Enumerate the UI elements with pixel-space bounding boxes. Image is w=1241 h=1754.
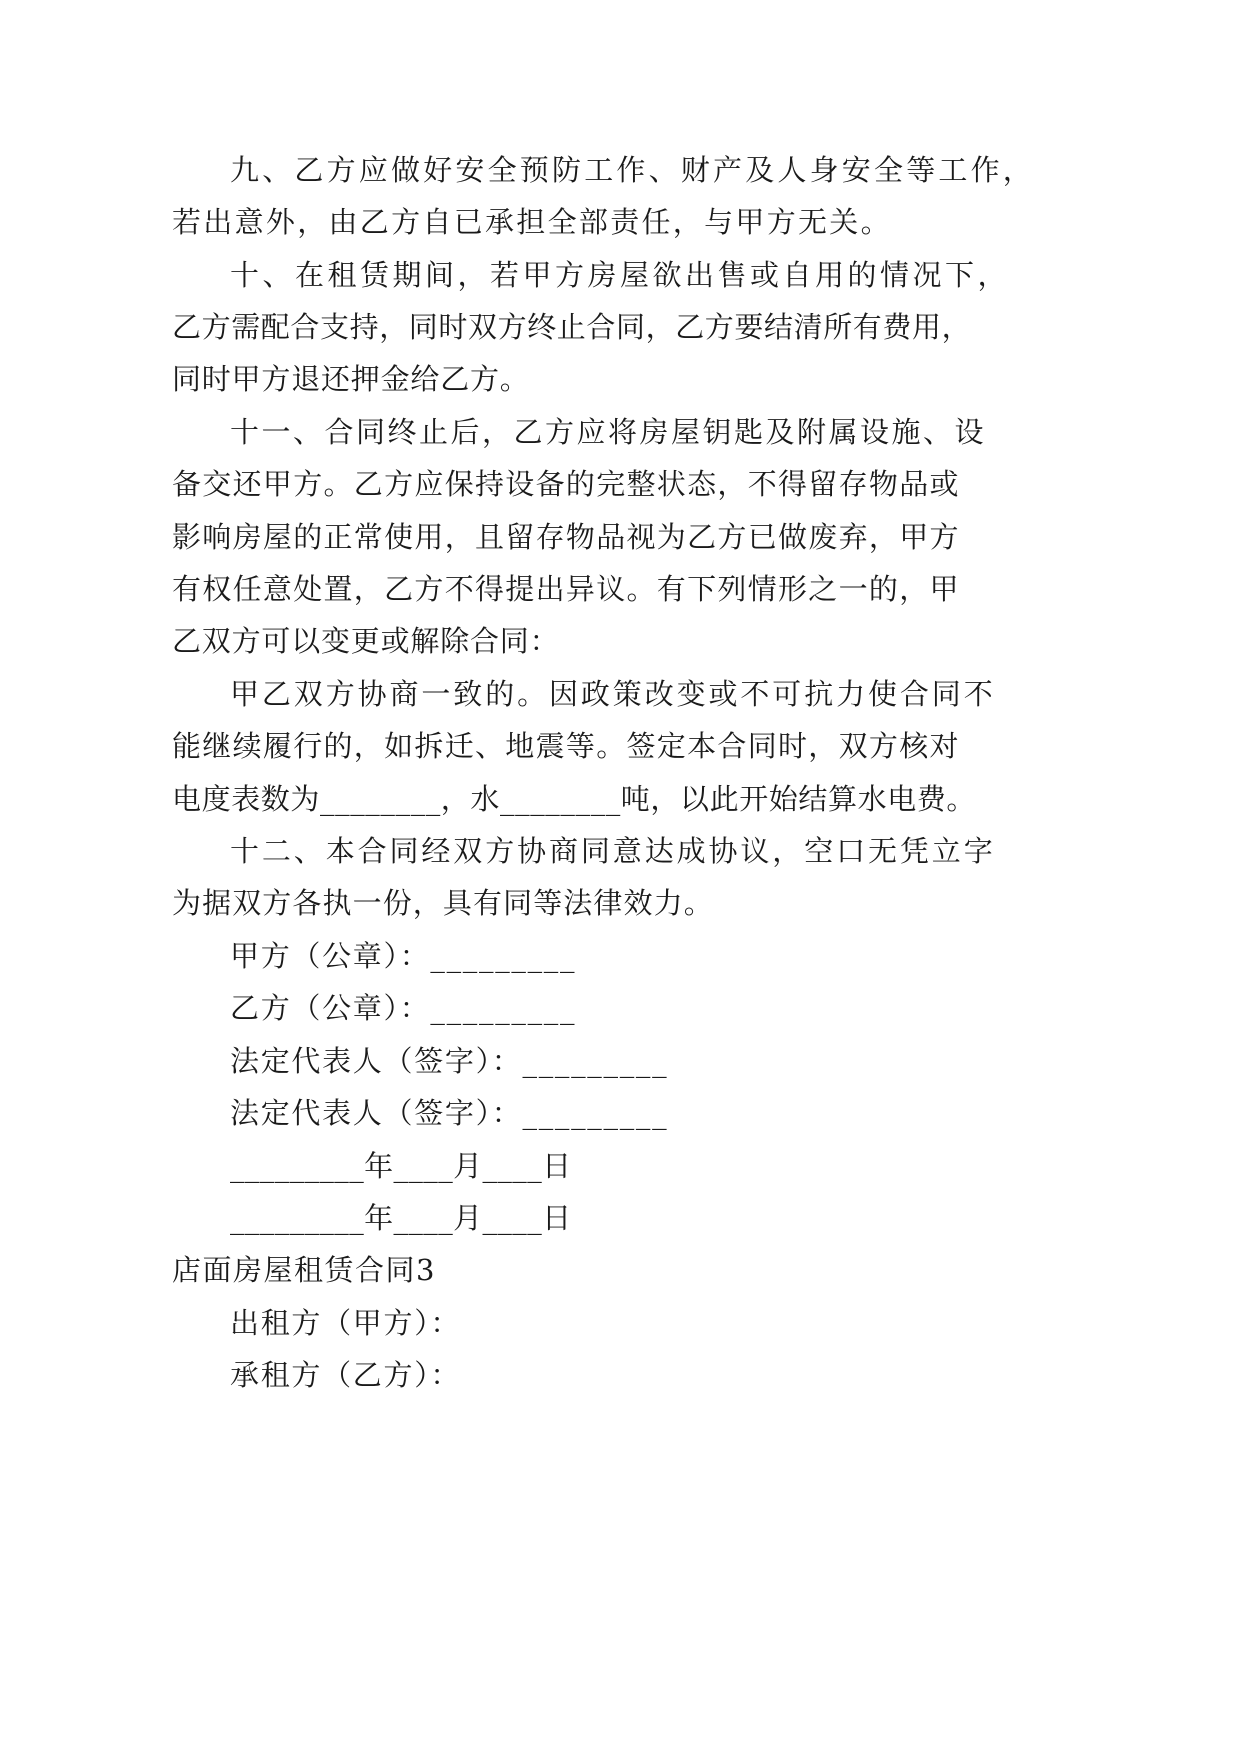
clause-11-line-5: 乙双方可以变更或解除合同： bbox=[172, 624, 560, 658]
clause-9-line-1: 九、乙方应做好安全预防工作、财产及人身安全等工作， bbox=[230, 153, 1036, 187]
legal-rep-signature-line-1: 法定代表人（签字）：_________ bbox=[230, 1044, 669, 1078]
legal-rep-signature-line-2: 法定代表人（签字）：_________ bbox=[230, 1096, 669, 1130]
clause-11-line-1: 十一、合同终止后，乙方应将房屋钥匙及附属设施、设 bbox=[230, 415, 987, 449]
clause-10-line-2: 乙方需配合支持，同时双方终止合同，乙方要结清所有费用， bbox=[172, 310, 972, 344]
lessor-line: 出租方（甲方）： bbox=[230, 1306, 462, 1340]
clause-10-line-1: 十、在租赁期间，若甲方房屋欲出售或自用的情况下， bbox=[230, 258, 1011, 292]
date-line-2: _________年____月____日 bbox=[230, 1201, 572, 1235]
party-a-seal-line: 甲方（公章）：_________ bbox=[230, 939, 577, 973]
meter-reading-line: 电度表数为________，水________吨，以此开始结算水电费。 bbox=[172, 782, 977, 816]
termination-line-2: 能继续履行的，如拆迁、地震等。签定本合同时，双方核对 bbox=[172, 729, 960, 763]
clause-12-line-1: 十二、本合同经双方协商同意达成协议，空口无凭立字 bbox=[230, 834, 996, 868]
clause-11-line-4: 有权任意处置，乙方不得提出异议。有下列情形之一的，甲 bbox=[172, 572, 960, 606]
termination-line-1: 甲乙双方协商一致的。因政策改变或不可抗力使合同不 bbox=[230, 677, 996, 711]
clause-10-line-3: 同时甲方退还押金给乙方。 bbox=[172, 362, 530, 396]
lessee-line: 承租方（乙方）： bbox=[230, 1358, 462, 1392]
clause-11-line-2: 备交还甲方。乙方应保持设备的完整状态，不得留存物品或 bbox=[172, 467, 960, 501]
contract-3-title: 店面房屋租赁合同3 bbox=[172, 1253, 436, 1287]
clause-9-line-2: 若出意外，由乙方自已承担全部责任，与甲方无关。 bbox=[172, 205, 892, 239]
date-line-1: _________年____月____日 bbox=[230, 1149, 572, 1183]
party-b-seal-line: 乙方（公章）：_________ bbox=[230, 991, 577, 1025]
clause-11-line-3: 影响房屋的正常使用，且留存物品视为乙方已做废弃，甲方 bbox=[172, 520, 960, 554]
clause-12-line-2: 为据双方各执一份，具有同等法律效力。 bbox=[172, 886, 714, 920]
